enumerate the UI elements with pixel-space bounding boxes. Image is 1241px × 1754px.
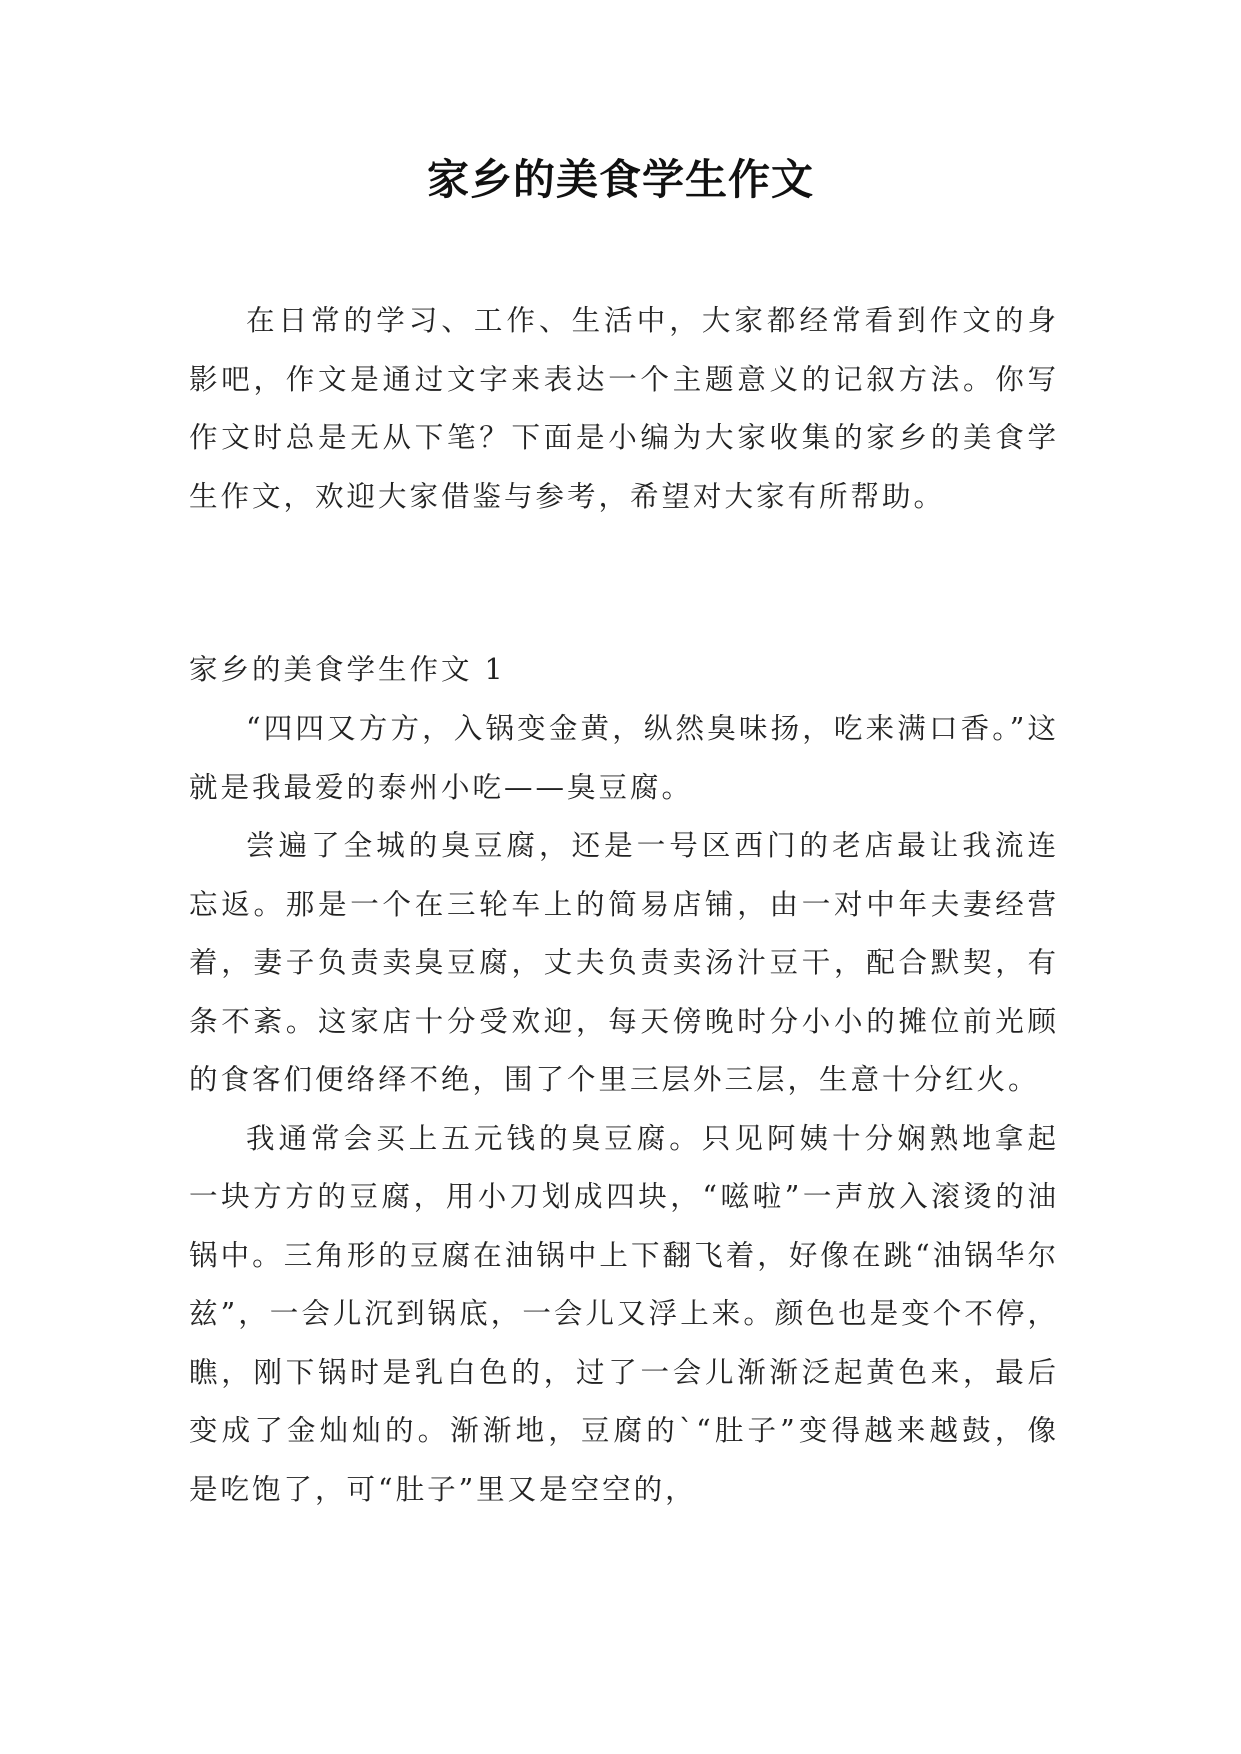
document-title: 家乡的美食学生作文 [426, 155, 814, 204]
section-heading: 家乡的美食学生作文 1 [189, 653, 506, 686]
essay-paragraph: “四四又方方，入锅变金黄，纵然臭味扬，吃来满口香。”这就是我最爱的泰州小吃——臭豆腐。 [189, 712, 1059, 804]
essay-paragraph: 尝遍了全城的臭豆腐，还是一号区西门的老店最让我流连忘返。那是一个在三轮车上的简易店铺，由一对中年夫妻经营着，妻子负责卖臭豆腐，丈夫负责卖汤汁豆干，配合默契，有条不紊。这家店十分受欢迎，每天傍晚时分小小的摊位前光顾的食客们便络绎不绝，围了个里三层外三层，生意十分红火。 [189, 829, 1059, 1096]
essay-body [189, 700, 1059, 1519]
essay-paragraph: 我通常会买上五元钱的臭豆腐。只见阿姨十分娴熟地拿起一块方方的豆腐，用小刀划成四块，“嗞啦”一声放入滚烫的油锅中。三角形的豆腐在油锅中上下翻飞着，好像在跳“油锅华尔兹”，一会儿沉到锅底，一会儿又浮上来。颜色也是变个不停，瞧，刚下锅时是乳白色的，过了一会儿渐渐泛起黄色来，最后变成了金灿灿的。渐渐地，豆腐的`“肚子”变得越来越鼓，像是吃饱了，可“肚子”里又是空空的， [189, 1121, 1059, 1506]
intro-section [189, 292, 1059, 526]
intro-paragraph: 在日常的学习、工作、生活中，大家都经常看到作文的身影吧，作文是通过文字来表达一个主题意义的记叙方法。你写作文时总是无从下笔？下面是小编为大家收集的家乡的美食学生作文，欢迎大家借鉴与参考，希望对大家有所帮助。 [189, 304, 1059, 513]
